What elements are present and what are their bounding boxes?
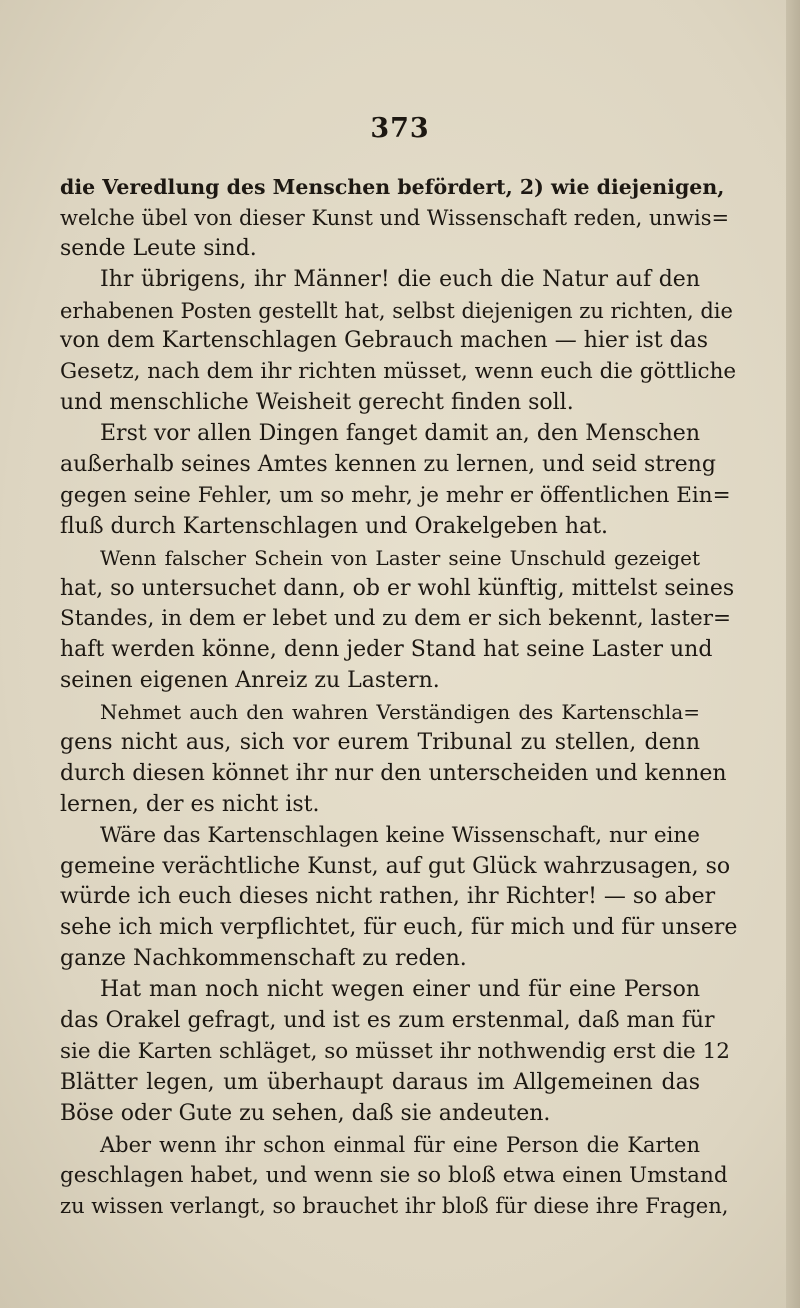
text-line: durch diesen könnet ihr nur den unterscheiden und kennen [60, 760, 727, 786]
text-line: zu wissen verlangt, so brauchet ihr bloß für diese ihre Fragen, [60, 1194, 729, 1219]
text-line: gemeine verächtliche Kunst, auf gut Glück wahrzusagen, so [60, 853, 731, 879]
text-line: das Orakel gefragt, und ist es zum erstenmal, daß man für [60, 1008, 715, 1034]
page-edge [786, 0, 800, 1308]
text-line: Erst vor allen Dingen fanget damit an, den Menschen [100, 421, 700, 447]
text-line: Nehmet auch den wahren Verständigen des Kartenschla= [100, 700, 700, 725]
text-line: Wäre das Kartenschlagen keine Wissenschaft, nur eine [100, 822, 700, 848]
text-line: Böse oder Gute zu sehen, daß sie andeuten. [60, 1100, 551, 1126]
text-line: Standes, in dem er lebet und zu dem er sich bekennt, laster= [60, 606, 731, 632]
text-line: Ihr übrigens, ihr Männer! die euch die Natur auf den [100, 266, 700, 292]
text-line: welche übel von dieser Kunst und Wissenschaft reden, unwis= [60, 205, 730, 230]
text-line: und menschliche Weisheit gerecht finden soll. [60, 390, 574, 416]
text-line: seinen eigenen Anreiz zu Lastern. [60, 668, 440, 694]
text-line: Aber wenn ihr schon einmal für eine Person die Karten [100, 1132, 700, 1157]
text-line: sie die Karten schläget, so müsset ihr nothwendig erst die 12 [60, 1038, 730, 1064]
text-line: haft werden könne, denn jeder Stand hat seine Laster und [60, 637, 713, 663]
text-line: Gesetz, nach dem ihr richten müsset, wenn euch die göttliche [60, 359, 737, 385]
text-line: geschlagen habet, und wenn sie so bloß etwa einen Umstand [60, 1162, 728, 1188]
text-line: von dem Kartenschlagen Gebrauch machen — hier ist das [60, 328, 709, 354]
text-line: gens nicht aus, sich vor eurem Tribunal zu stellen, denn [60, 730, 700, 756]
text-line: würde ich euch dieses nicht rathen, ihr Richter! — so aber [60, 884, 716, 910]
body-text [60, 172, 738, 1222]
text-line: außerhalb seines Amtes kennen zu lernen, und seid streng [60, 452, 716, 478]
text-line: ganze Nachkommenschaft zu reden. [60, 946, 467, 972]
text-line: Blätter legen, um überhaupt daraus im Allgemeinen das [60, 1069, 700, 1095]
page-number: 373 [370, 113, 430, 144]
text-line: Hat man noch nicht wegen einer und für eine Person [100, 977, 700, 1003]
text-line: Wenn falscher Schein von Laster seine Unschuld gezeiget [100, 545, 700, 570]
text-line: fluß durch Kartenschlagen und Orakelgeben hat. [60, 513, 609, 539]
text-line: hat, so untersuchet dann, ob er wohl künftig, mittelst seines [60, 575, 735, 601]
text-line: sende Leute sind. [60, 235, 257, 261]
text-line: gegen seine Fehler, um so mehr, je mehr er öffentlichen Ein= [60, 482, 731, 508]
text-line: sehe ich mich verpflichtet, für euch, für mich und für unsere [60, 915, 738, 941]
text-line: erhabenen Posten gestellt hat, selbst diejenigen zu richten, die [60, 298, 733, 323]
text-line: lernen, der es nicht ist. [60, 791, 320, 817]
text-line: die Veredlung des Menschen befördert, 2) wie diejenigen, [60, 175, 725, 199]
